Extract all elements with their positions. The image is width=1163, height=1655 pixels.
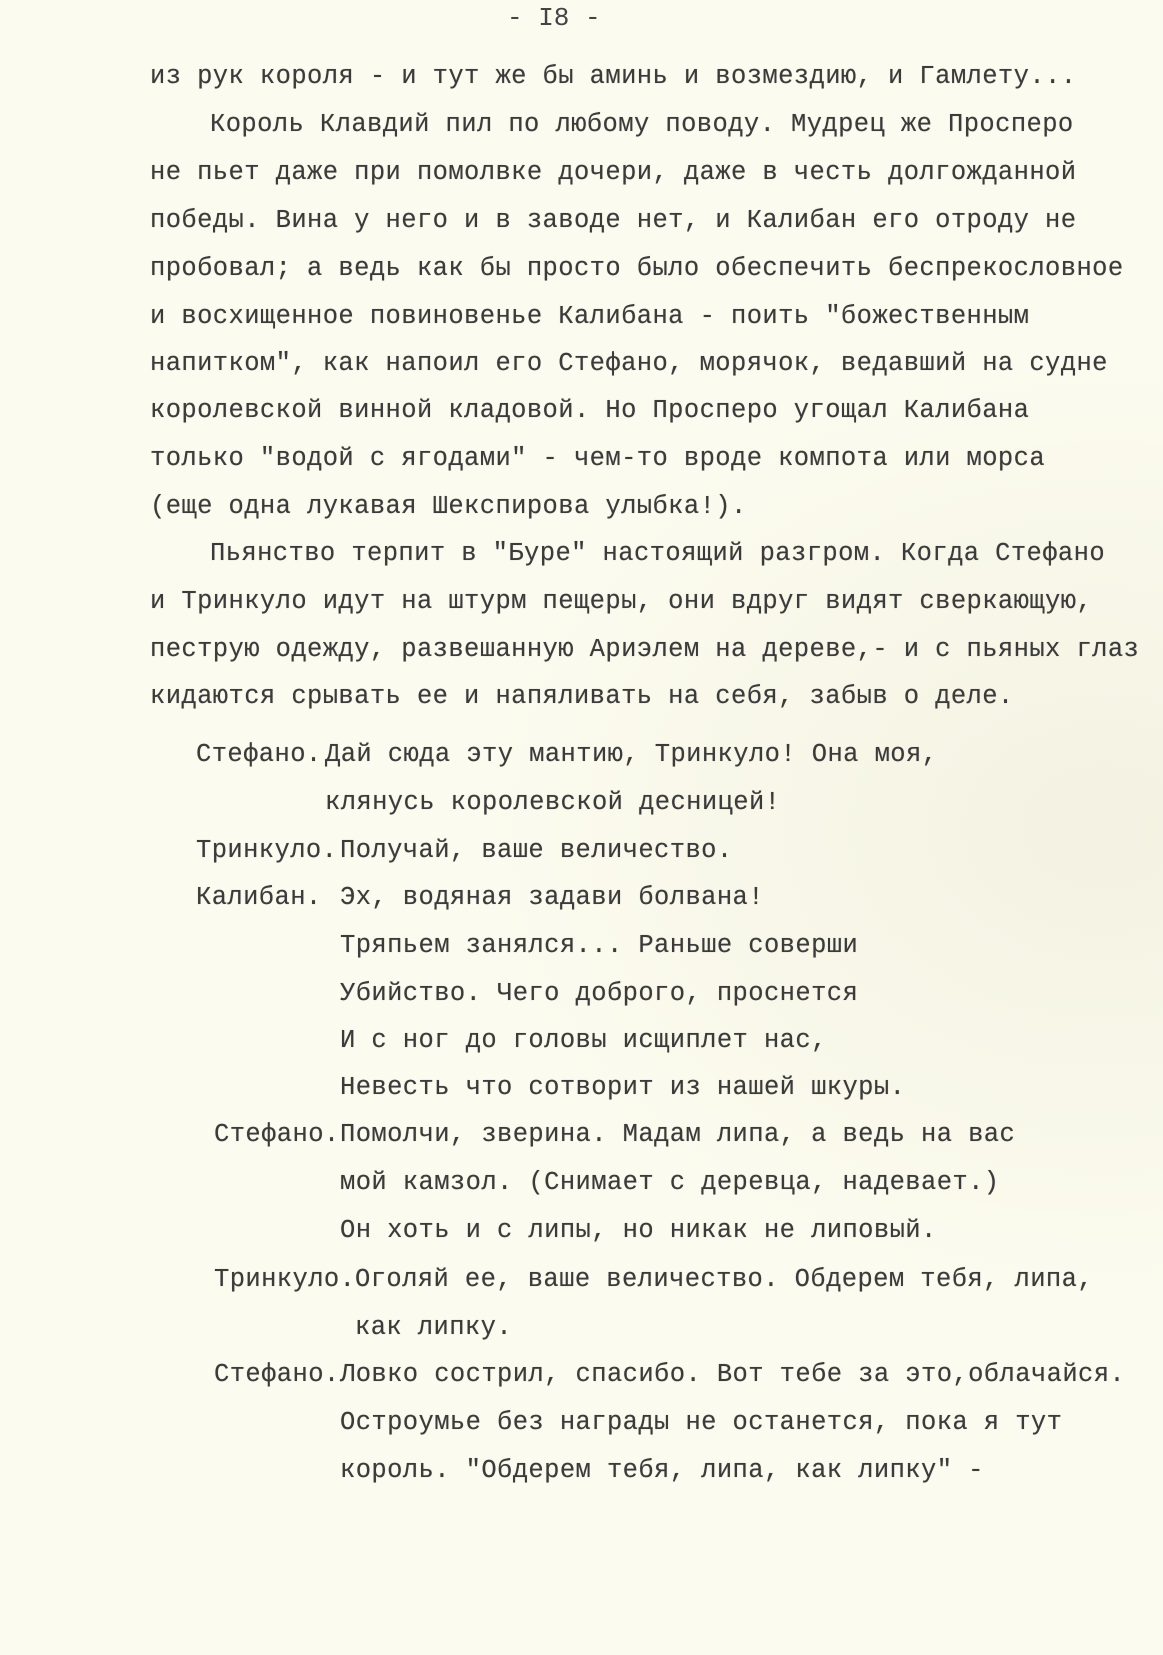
paragraph-line: напитком", как напоил его Стефано, морячок, ведавший на судне bbox=[150, 349, 1108, 378]
paragraph-line: Король Клавдий пил по любому поводу. Мудрец же Просперо bbox=[210, 110, 1074, 139]
paragraph-line: пробовал; а ведь как бы просто было обеспечить беспрекословное bbox=[150, 254, 1124, 283]
dialogue-line: Помолчи, зверина. Мадам липа, а ведь на вас bbox=[340, 1120, 1016, 1149]
dialogue-line: Тряпьем занялся... Раньше соверши bbox=[340, 931, 859, 960]
paragraph-line: Пьянство терпит в "Буре" настоящий разгром. Когда Стефано bbox=[210, 539, 1106, 568]
dialogue-line: Получай, ваше величество. bbox=[340, 836, 733, 865]
dialogue-speaker: Стефано. bbox=[214, 1360, 340, 1389]
paragraph-line: королевской винной кладовой. Но Просперо угощал Калибана bbox=[150, 396, 1030, 425]
paragraph-line: кидаются срывать ее и напяливать на себя, забыв о деле. bbox=[150, 682, 1014, 711]
paragraph-line: и Тринкуло идут на штурм пещеры, они вдруг видят сверкающую, bbox=[150, 587, 1093, 616]
dialogue-line: Ловко сострил, спасибо. Вот тебе за это,облачайся. bbox=[340, 1360, 1126, 1389]
dialogue-line: Невесть что сотворит из нашей шкуры. bbox=[340, 1073, 906, 1102]
paragraph-line: не пьет даже при помолвке дочери, даже в честь долгожданной bbox=[150, 158, 1077, 187]
dialogue-line: Оголяй ее, ваше величество. Обдерем тебя, липа, bbox=[355, 1265, 1094, 1294]
dialogue-line: как липку. bbox=[355, 1313, 513, 1342]
paragraph-line: пеструю одежду, развешанную Ариэлем на дереве,- и с пьяных глаз bbox=[150, 635, 1140, 664]
page-number: - I8 - bbox=[507, 3, 601, 33]
dialogue-line: Остроумье без награды не останется, пока я тут bbox=[340, 1408, 1063, 1437]
dialogue-speaker: Тринкуло. bbox=[214, 1265, 356, 1294]
paragraph-line: победы. Вина у него и в заводе нет, и Калибан его отроду не bbox=[150, 206, 1077, 235]
paragraph-line: из рук короля - и тут же бы аминь и возмездию, и Гамлету... bbox=[150, 62, 1077, 91]
paragraph-line: (еще одна лукавая Шекспирова улыбка!). bbox=[150, 492, 747, 521]
dialogue-line: Эх, водяная задави болвана! bbox=[340, 883, 764, 912]
dialogue-line: клянусь королевской десницей! bbox=[325, 788, 781, 817]
dialogue-line: король. "Обдерем тебя, липа, как липку" - bbox=[340, 1456, 984, 1485]
dialogue-line: И с ног до головы исщиплет нас, bbox=[340, 1026, 827, 1055]
dialogue-speaker: Стефано. bbox=[196, 740, 322, 769]
dialogue-line: Дай сюда эту мантию, Тринкуло! Она моя, bbox=[325, 740, 938, 769]
dialogue-speaker: Тринкуло. bbox=[196, 836, 338, 865]
dialogue-line: мой камзол. (Снимает с деревца, надевает.) bbox=[340, 1168, 1000, 1197]
dialogue-line: Убийство. Чего доброго, проснется bbox=[340, 979, 859, 1008]
paragraph-line: и восхищенное повиновенье Калибана - поить "божественным bbox=[150, 302, 1030, 331]
paragraph-line: только "водой с ягодами" - чем-то вроде компота или морса bbox=[150, 444, 1046, 473]
dialogue-speaker: Стефано. bbox=[214, 1120, 340, 1149]
dialogue-speaker: Калибан. bbox=[196, 883, 322, 912]
dialogue-line: Он хоть и с липы, но никак не липовый. bbox=[340, 1216, 937, 1245]
